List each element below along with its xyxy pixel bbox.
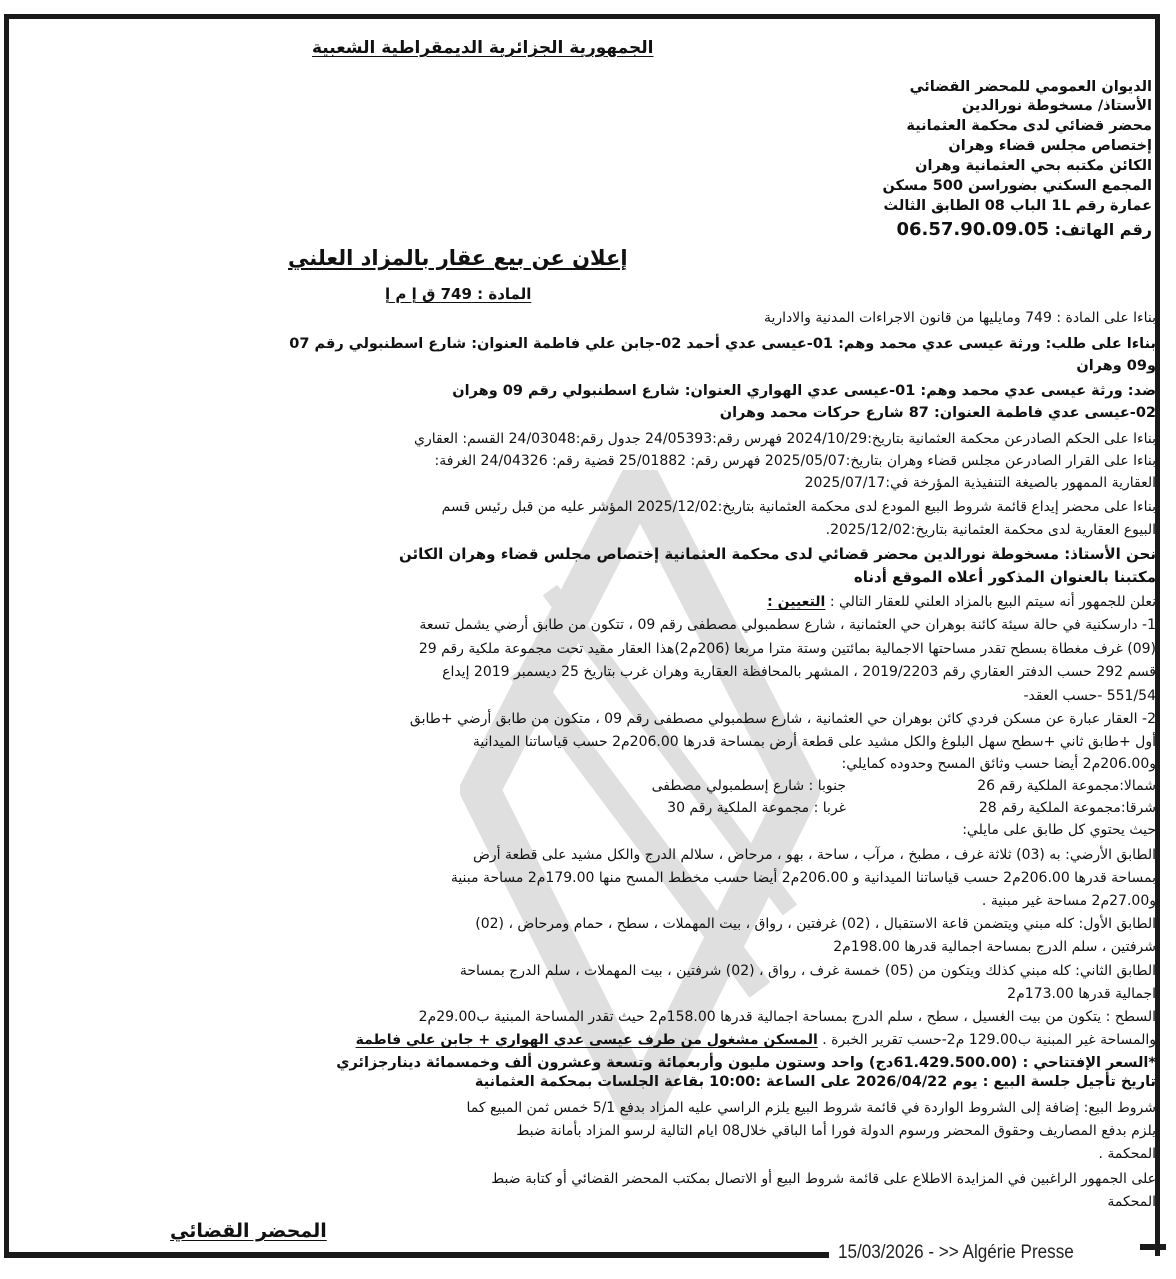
- boundary-north: شمالا:مجموعة الملكية رقم 26: [977, 778, 1156, 794]
- public-notice-line: المحكمة: [1107, 1194, 1156, 1210]
- article-reference: المادة : 749 ق إ م إ: [385, 285, 532, 303]
- decision-line: بناءا على القرار الصادرعن مجلس قضاء وهران بتاريخ:2025/05/07 فهرس رقم: 25/01882 قضية رقم: 24/04326 الغرفة:: [434, 453, 1156, 469]
- office-line: عمارة رقم 1L الباب 08 الطابق الثالث: [883, 198, 1152, 214]
- signature-label: المحضر القضائي: [170, 1220, 327, 1242]
- property-1-line: (09) غرف مغطاة بسطح تقدر مساحتها الاجمالية بمائتين وستة مترا مربعا (206م2)هذا العقار مقيد تحت مجموعة ملكية رقم 29: [418, 641, 1156, 657]
- defendants-line: ضد: ورثة عيسى عدي محمد وهم: 01-عيسى عدي الهواري العنوان: شارع اسطنبولي رقم 09 وهران: [452, 383, 1156, 399]
- unbuilt-area-text: والمساحة غير المبنية ب129.00 م2-حسب تقرير الخبرة .: [822, 1032, 1156, 1048]
- roof-line: السطح : يتكون من بيت الغسيل ، سطح ، سلم الدرج بمساحة اجمالية قدرها 158.00م2 حيث تقدر المساحة المبنية ب29.00م2: [418, 1009, 1156, 1025]
- announcement-line: [767, 593, 1156, 611]
- judgment-line: بناءا على الحكم الصادرعن محكمة العثمانية بتاريخ:2024/10/29 فهرس رقم:24/05393 جدول رقم:24/03048 القسم: العقاري: [414, 431, 1156, 447]
- ground-floor-line: بمساحة قدرها 206.00م2 حسب قياساتنا الميدانية و 206.00م2 أيضا حسب مخطط المسح منها 179.00م2 مساحة مبنية: [450, 870, 1156, 886]
- republic-header: الجمهورية الجزائرية الديمقراطية الشعبية: [312, 38, 654, 58]
- starting-price-line: *السعر الإفتتاحي : (61.429.500.00دج) واحد وستون مليون وأربعمائة وتسعة وعشرون ألف وخمسمائة دينارجزائري: [336, 1055, 1156, 1071]
- defendants-line-2: 02-عيسى عدي فاطمة العنوان: 87 شارع حركات محمد وهران: [719, 405, 1156, 421]
- office-line: الديوان العمومي للمحضر القضائي: [909, 79, 1152, 95]
- public-notice-line: على الجمهور الراغبين في المزايدة الاطلاع على قائمة شروط البيع أو الاتصال بمكتب المحضر القضائي أو كتابة ضبط: [491, 1171, 1156, 1187]
- designation-label: التعيين :: [767, 594, 826, 610]
- bailiff-statement-cont: مكتبنا بالعنوان المذكور أعلاه الموقع أدناه: [853, 568, 1156, 586]
- bailiff-statement: نحن الأستاذ: مسخوطة نورالدين محضر قضائي لدى محكمة العثمانية إختصاص مجلس قضاء وهران الكائن: [398, 545, 1156, 563]
- boundary-west: غربا : مجموعة الملكية رقم 30: [667, 800, 846, 816]
- phone-label: رقم الهاتف:: [1054, 220, 1152, 239]
- legal-basis-line: بناءا على المادة : 749 ومايليها من قانون الاجراءات المدنية والادارية: [763, 310, 1156, 326]
- sale-date-line: تاريخ تأجيل جلسة البيع : يوم 2026/04/22 على الساعة :10:00 بقاعة الجلسات بمحكمة العثمانية: [474, 1074, 1156, 1090]
- office-line: المجمع السكني بضوراسن 500 مسكن: [882, 178, 1152, 194]
- footer-source: 15/03/2026 - >> Algérie Presse: [838, 1242, 1074, 1263]
- office-line: إختصاص مجلس قضاء وهران: [948, 138, 1152, 154]
- sale-conditions-line: المحكمة .: [1098, 1146, 1156, 1162]
- first-floor-line: شرفتين ، سلم الدرج بمساحة اجمالية قدرها 198.00م2: [833, 939, 1156, 955]
- petitioners-line: بناءا على طلب: ورثة عيسى عدي محمد وهم: 01-عيسى عدي أحمد 02-جابن علي فاطمة العنوان: شارع اسطنبولي رقم 07: [289, 336, 1156, 352]
- office-line: الأستاذ/ مسخوطة نورالدين: [961, 98, 1152, 114]
- conditions-deposit-line-cont: البيوع العقارية لدى محكمة العثمانية بتاريخ:2025/12/02.: [825, 522, 1156, 538]
- property-1-line: 551/54 -حسب العقد-: [1023, 688, 1156, 704]
- property-1-line: قسم 292 حسب الدفتر العقاري رقم 2019/2203 ، المشهر بالمحافظة العقارية وهران غرب بتاريخ 25 ديسمبر 2019 إيداع: [442, 664, 1156, 680]
- office-line: الكائن مكتبه بحي العثمانية وهران: [915, 158, 1152, 174]
- conditions-deposit-line: بناءا على محضر إيداع قائمة شروط البيع المودع لدى محكمة العثمانية بتاريخ:2025/12/02 المؤشر عليه من قبل رئيس قسم: [441, 499, 1156, 515]
- second-floor-line: الطابق الثاني: كله مبني كذلك ويتكون من (05) خمسة غرف ، رواق ، (02) شرفتين ، بيت المهملات ، سلم الدرج بمساحة: [459, 963, 1156, 979]
- phone-number: 06.57.90.09.05: [896, 219, 1050, 240]
- petitioners-line-cont: و09 وهران: [1076, 358, 1156, 374]
- notice-title: إعلان عن بيع عقار بالمزاد العلني: [288, 246, 628, 270]
- roof-line-cont: [356, 1031, 1156, 1049]
- sale-conditions-line: شروط البيع: إضافة إلى الشروط الواردة في قائمة شروط البيع يلزم الراسي عليه المزاد بدفع 5/1 خمس ثمن المبيع كما: [466, 1100, 1156, 1116]
- decision-line-cont: العقارية الممهور بالصيغة التنفيذية المؤرخة في:2025/07/17: [804, 475, 1156, 491]
- first-floor-line: الطابق الأول: كله مبني ويتضمن قاعة الاستقبال ، (02) غرفتين ، رواق ، بيت المهملات ، سطح ، حمام ومرحاض ، (02): [475, 916, 1156, 932]
- footer-rule-end: [1140, 1244, 1166, 1250]
- office-line: محضر قضائي لدى محكمة العثمانية: [906, 118, 1152, 134]
- announcement-text: نعلن للجمهور أنه سيتم البيع بالمزاد العلني للعقار التالي :: [829, 594, 1156, 610]
- footer-rule: [4, 1252, 829, 1258]
- second-floor-line: اجمالية قدرها 173.00م2: [1007, 986, 1156, 1002]
- sale-conditions-line: يلزم بدفع المصاريف وحقوق المحضر ورسوم الدولة فورا أما الباقي خلال08 ايام التالية لرسو المزاد بأمانة ضبط: [516, 1123, 1156, 1139]
- occupancy-note: المسكن مشغول من طرف عيسى عدي الهواري + جابن علي فاطمة: [355, 1032, 818, 1048]
- ground-floor-line: و27.00م2 مساحة غير مبنية .: [981, 893, 1156, 909]
- phone-line: [896, 221, 1152, 239]
- boundary-south: جنوبا : شارع إسطمبولي مصطفى: [651, 778, 846, 794]
- property-2-line: و206.00م2 أيضا حسب وثائق المسح وحدوده كمايلي:: [841, 756, 1156, 772]
- property-2-line: 2- العقار عبارة عن مسكن فردي كائن بوهران حي العثمانية ، شارع سطمبولي مصطفى رقم 09 ، متكون من طابق أرضي +طابق: [409, 711, 1156, 727]
- property-1-line: 1- دارسكنية في حالة سيئة كائنة بوهران حي العثمانية ، شارع سطمبولي مصطفى رقم 09 ، تتكون من طابق أرضي يشمل تسعة: [419, 617, 1156, 633]
- property-2-line: أول +طابق ثاني +سطح سهل البلوغ والكل مشيد على قطعة أرض بمساحة قدرها 206.00م2 حسب قياساتنا الميدانية: [472, 734, 1156, 750]
- ground-floor-line: الطابق الأرضي: به (03) ثلاثة غرف ، مطبخ ، مرآب ، ساحة ، بهو ، مرحاض ، سلالم الدرج والكل مشيد على قطعة أرض: [472, 847, 1156, 863]
- boundary-east: شرقا:مجموعة الملكية رقم 28: [978, 800, 1156, 816]
- floors-intro: حيث يحتوي كل طابق على مايلي:: [962, 822, 1156, 838]
